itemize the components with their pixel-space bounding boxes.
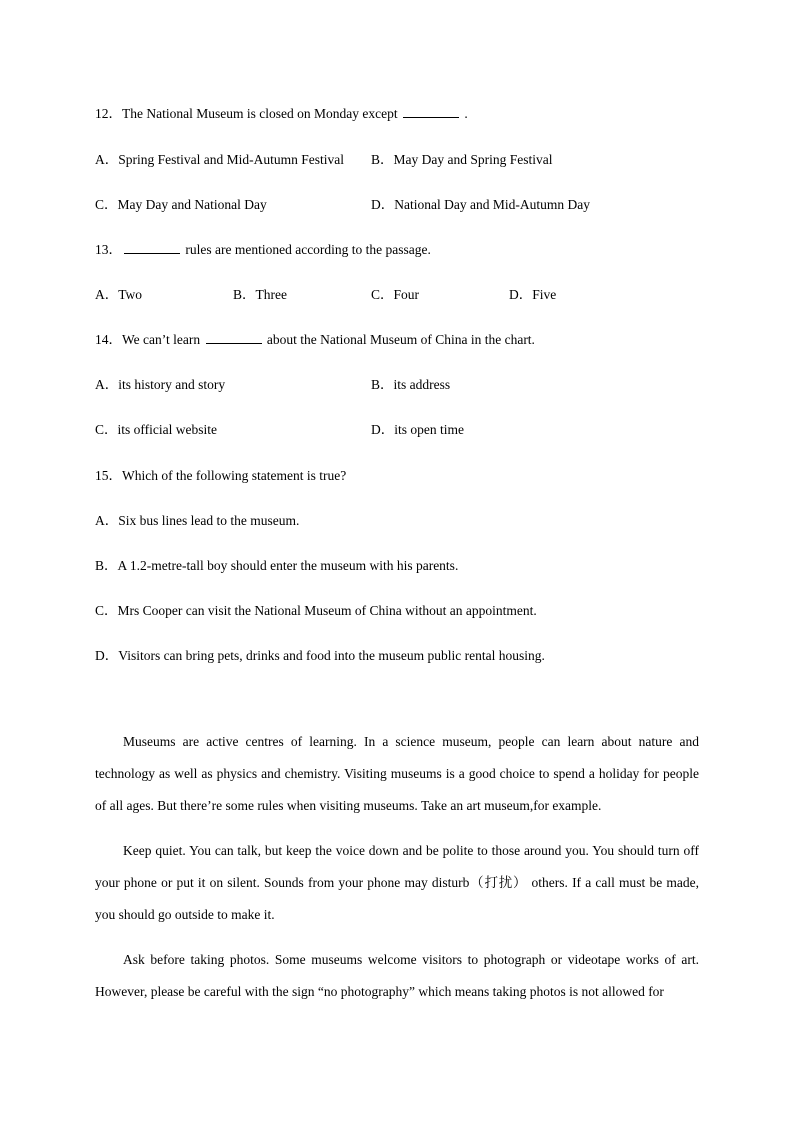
answer-blank bbox=[403, 105, 459, 118]
question-text-end: . bbox=[464, 106, 468, 121]
question-text: The National Museum is closed on Monday except bbox=[122, 106, 398, 121]
option-12-a: A．Spring Festival and Mid-Autumn Festival bbox=[95, 152, 344, 167]
option-13-b: B．Three bbox=[233, 287, 287, 302]
option-15-b: B．A 1.2-metre-tall boy should enter the museum with his parents. bbox=[95, 558, 459, 573]
option-14-d: D．its open time bbox=[371, 422, 464, 437]
option-14-b: B．its address bbox=[371, 377, 451, 392]
option-13-c: C．Four bbox=[371, 287, 420, 302]
option-14-a: A．its history and story bbox=[95, 377, 226, 392]
option-15-a: A．Six bus lines lead to the museum. bbox=[95, 513, 300, 528]
question-14-stem bbox=[95, 328, 535, 348]
question-number: 13． bbox=[95, 242, 122, 257]
option-14-c: C．its official website bbox=[95, 422, 217, 437]
question-12-stem bbox=[95, 102, 468, 122]
option-13-d: D．Five bbox=[509, 287, 557, 302]
question-number: 12． bbox=[95, 106, 122, 121]
question-number: 15． bbox=[95, 468, 122, 483]
option-15-c: C．Mrs Cooper can visit the National Museum of China without an appointment. bbox=[95, 603, 537, 618]
option-12-d: D．National Day and Mid-Autumn Day bbox=[371, 197, 590, 212]
question-15-stem bbox=[95, 464, 346, 484]
option-12-b: B．May Day and Spring Festival bbox=[371, 152, 553, 167]
option-12-c: C．May Day and National Day bbox=[95, 197, 267, 212]
question-text: rules are mentioned according to the passage. bbox=[185, 242, 431, 257]
option-13-a: A．Two bbox=[95, 287, 143, 302]
passage-paragraph-3: Ask before taking photos. Some museums welcome visitors to photograph or videotape works of art. However, please be careful with the sign “no photography” which means taking photos is not allowed for bbox=[95, 952, 699, 999]
answer-blank bbox=[124, 241, 180, 254]
question-text: Which of the following statement is true? bbox=[122, 468, 347, 483]
passage-paragraph-1: Museums are active centres of learning. In a science museum, people can learn about nature and technology as well as physics and chemistry. Visiting museums is a good choice to spend a holiday for people of all ages. But there’re some rules when visiting museums. Take an art museum,for example. bbox=[95, 734, 699, 813]
option-15-d: D．Visitors can bring pets, drinks and food into the museum public rental housing. bbox=[95, 648, 545, 663]
question-text: We can’t learn bbox=[122, 332, 201, 347]
question-13-stem bbox=[95, 238, 431, 258]
passage-paragraph-2: Keep quiet. You can talk, but keep the voice down and be polite to those around you. You should turn off your phone or put it on silent. Sounds from your phone may disturb（打扰） others. If a call must be made, you should go outside to make it. bbox=[95, 843, 699, 922]
question-number: 14． bbox=[95, 332, 122, 347]
question-text-end: about the National Museum of China in the chart. bbox=[266, 332, 535, 347]
answer-blank bbox=[206, 331, 262, 344]
